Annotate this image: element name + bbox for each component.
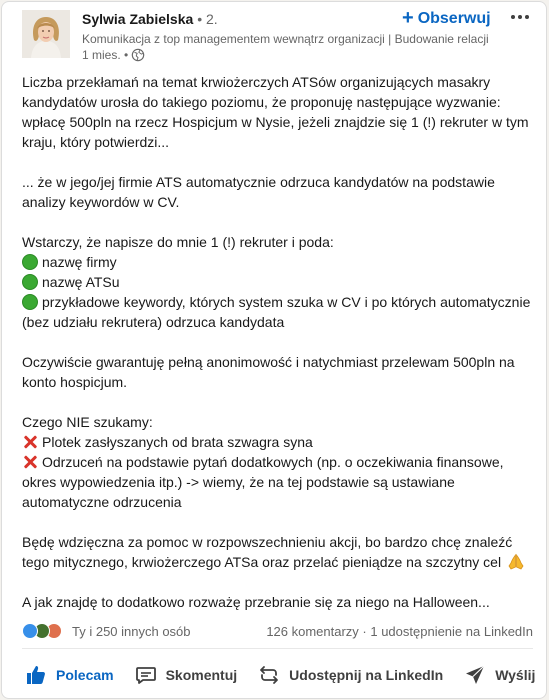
plus-icon: + [402, 7, 414, 29]
post-paragraph: Oczywiście gwarantuję pełną anonimowość i natychmiast przelewam 500pln na konto hospicjum. [22, 354, 515, 390]
list-item: Odrzuceń na podstawie pytań dodatkowych (np. o oczekiwania finansowe, okres wypowiedzenia itp.) -> wiemy, że na tej podstawie są ustawiane automatyczne odrzucenia [22, 454, 504, 510]
like-label: Polecam [56, 667, 114, 683]
comment-label: Skomentuj [165, 667, 238, 683]
globe-icon [131, 48, 145, 62]
more-horizontal-icon [510, 14, 530, 20]
green-circle-icon [22, 274, 38, 290]
connection-degree: • 2. [197, 11, 218, 27]
author-name[interactable]: Sylwia Zabielska [82, 11, 194, 27]
feed-post-card [1, 1, 547, 699]
divider [22, 648, 533, 649]
post-timestamp [82, 48, 145, 62]
post-paragraph: A jak znajdę to dodatkowo rozważę przebranie się za niego na Halloween... [22, 594, 490, 610]
post-paragraph: Będę wdzięczna za pomoc w rozpowszechnieniu akcji, bo bardzo chcę znaleźć tego mitycznego, krwiożerczego ATSa oraz przelać pieniądze na szczytny cel [22, 532, 537, 572]
author-line [82, 11, 218, 27]
author-headline: Komunikacja z top managementem wewnątrz organizacji | Budowanie relacji [82, 32, 489, 46]
thumbs-up-icon [24, 663, 48, 687]
green-circle-icon [22, 254, 38, 270]
send-icon [463, 663, 487, 687]
like-reaction-icon [22, 623, 38, 639]
action-bar [14, 654, 541, 696]
share-button[interactable] [247, 655, 453, 695]
comment-button[interactable] [124, 655, 248, 695]
send-button[interactable] [453, 655, 545, 695]
social-counts [22, 621, 533, 641]
folded-hands-icon [507, 554, 525, 570]
comment-icon [134, 663, 158, 687]
send-label: Wyślij [495, 667, 536, 683]
avatar-photo [22, 10, 70, 58]
post-paragraph: Czego NIE szukamy: [22, 414, 153, 430]
green-circle-icon [22, 294, 38, 310]
author-avatar[interactable] [22, 10, 70, 58]
follow-label: Obserwuj [417, 10, 491, 27]
repost-icon [257, 663, 281, 687]
post-body [22, 72, 537, 612]
more-options-button[interactable] [505, 5, 535, 29]
red-x-icon [22, 434, 38, 450]
post-time: 1 mies. • [82, 48, 129, 62]
post-paragraph: Liczba przekłamań na temat krwiożerczych ATSów organizujących masakry kandydatów urosła do takiego poziomu, że proponuję następujące wyzwanie: wpłacę 500pln na rzecz Hospicjum w Nysie, jeżeli znajdzie się 1 (!) rekruter w tym kraju, który potwierdzi... [22, 74, 529, 150]
list-item: Plotek zasłyszanych od brata szwagra syna [22, 432, 537, 452]
list-item: nazwę ATSu [22, 272, 537, 292]
reactions-count[interactable]: Ty i 250 innych osób [72, 623, 191, 639]
post-paragraph: ... że w jego/jej firmie ATS automatycznie odrzuca kandydatów na podstawie analizy keywordów w CV. [22, 174, 495, 210]
post-paragraph: Wstarczy, że napisze do mnie 1 (!) rekruter i poda: [22, 234, 334, 250]
red-x-icon [22, 454, 38, 470]
follow-button[interactable] [402, 7, 491, 31]
share-label: Udostępnij na LinkedIn [289, 667, 444, 683]
like-button[interactable] [14, 655, 124, 695]
comments-shares-count[interactable]: 126 komentarzy · 1 udostępnienie na LinkedIn [266, 623, 533, 639]
list-item: przykładowe keywordy, których system szuka w CV i po których automatycznie (bez udziału rekrutera) odrzuca kandydata [22, 294, 531, 330]
list-item: nazwę firmy [22, 252, 537, 272]
reaction-icons[interactable] [22, 623, 58, 639]
